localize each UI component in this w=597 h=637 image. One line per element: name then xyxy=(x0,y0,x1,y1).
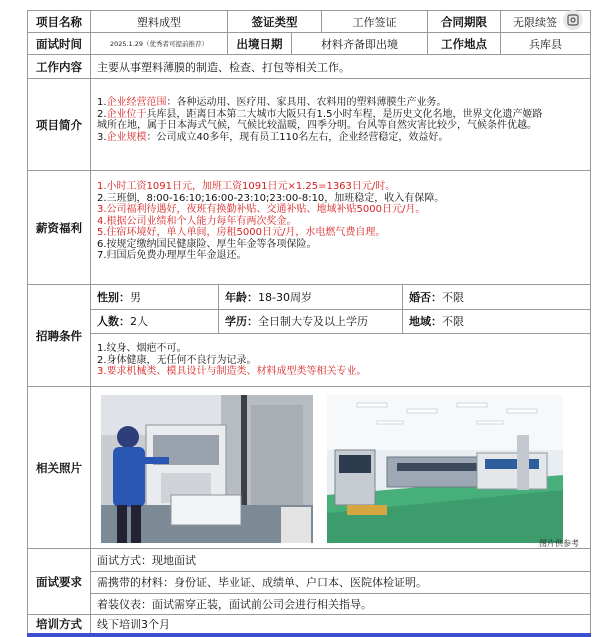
training-value: 线下培训3个月 xyxy=(91,615,591,633)
salary-line: 1.小时工资1091日元，加班工资1091日元×1.25=1363日元/时。 xyxy=(97,181,396,192)
salary-line: 2.三班倒，8:00-16:10;16:00-23:10;23:00-8:10，加班稳定，收入有保障。 xyxy=(97,192,445,204)
headcount-cell: 人数： 2人 xyxy=(91,309,219,333)
job-content-row xyxy=(27,54,591,79)
photo-caption: 图片供参考 xyxy=(539,539,579,548)
work-location-label: 工作地点 xyxy=(428,33,501,55)
header-row-2 xyxy=(27,32,591,55)
interview-method: 面试方式：现地面试 xyxy=(91,549,591,571)
departure-date-value: 材料齐备即出境 xyxy=(292,33,428,55)
marital-cell: 婚否： 不限 xyxy=(403,285,591,309)
job-posting-table xyxy=(27,10,591,632)
intro-line: 城所在地，属于日本海式气候，气候比较温暖，四季分明。台风等自然灾害比较少，气候条件优越。 xyxy=(97,120,537,131)
intro-line: 2.企业位于兵库县，距离日本第二大城市大阪只有1.5小时车程，是历史文化名地，世界文化遗产姬路 xyxy=(97,108,543,120)
requirement-note: 2.身体健康，无任何不良行为记录。 xyxy=(97,354,257,366)
requirements-label: 招聘条件 xyxy=(27,285,91,387)
job-content-text: 主要从事塑料薄膜的制造、检查、打包等相关工作。 xyxy=(91,55,591,79)
salary-row xyxy=(27,170,591,285)
departure-date-label: 出境日期 xyxy=(228,33,292,55)
salary-line: 4.根据公司业绩和个人能力每年有两次奖金。 xyxy=(97,215,297,227)
age-cell: 年龄： 18-30周岁 xyxy=(219,285,403,309)
photos-label: 相关照片 xyxy=(27,387,91,549)
project-name-label: 项目名称 xyxy=(27,11,91,33)
requirement-note: 3.要求机械类、模具设计与制造类、材料成型类等相关专业。 xyxy=(97,366,367,377)
job-content-label: 工作内容 xyxy=(27,55,91,79)
project-intro-row xyxy=(27,78,591,171)
interview-dress: 着装仪表：面试需穿正装，面试前公司会进行相关指导。 xyxy=(91,593,591,615)
training-row xyxy=(27,614,591,634)
requirements-notes xyxy=(91,333,591,387)
photos-row xyxy=(27,386,591,549)
contract-type-label: 签证类型 xyxy=(228,11,322,33)
training-label: 培训方式 xyxy=(27,615,91,633)
contract-period-value: 无限续签 xyxy=(501,11,591,33)
interview-time-value: 2025.1.29（优秀者可提前推荐） xyxy=(91,33,228,55)
contract-period-label: 合同期限 xyxy=(428,11,501,33)
requirements-row xyxy=(27,284,591,387)
interview-time-label: 面试时间 xyxy=(27,33,91,55)
requirement-note: 1.纹身、烟疤不可。 xyxy=(97,343,187,354)
salary-line: 5.住宿环境好，单人单间，房租5000日元/月，水电燃气费自理。 xyxy=(97,227,386,238)
region-cell: 地域： 不限 xyxy=(403,309,591,333)
interview-label: 面试要求 xyxy=(27,549,91,615)
contract-type-value: 工作签证 xyxy=(322,11,428,33)
education-cell: 学历： 全日制大专及以上学历 xyxy=(219,309,403,333)
intro-line: 1.企业经营范围：各种运动用、医疗用、家具用、农料用的塑料薄膜生产业务。 xyxy=(97,97,447,108)
image-search-icon[interactable] xyxy=(563,10,583,30)
interview-materials: 需携带的材料：身份证、毕业证、成绩单、户口本、医院体检证明。 xyxy=(91,571,591,593)
factory-photo-worker xyxy=(101,395,313,543)
intro-line: 3.企业规模：公司成立40多年，现有员工110名左右，企业经营稳定，效益好。 xyxy=(97,131,449,143)
salary-body xyxy=(91,171,591,285)
project-intro-body xyxy=(91,79,591,171)
interview-row xyxy=(27,548,591,615)
project-name-value: 塑料成型 xyxy=(91,11,228,33)
work-location-value: 兵库县 xyxy=(501,33,591,55)
header-row-1 xyxy=(27,10,591,33)
salary-line: 3.公司福利待遇好，夜班有换勤补贴、交通补贴、地域补贴5000日元/月。 xyxy=(97,204,426,215)
salary-label: 薪资福利 xyxy=(27,171,91,285)
salary-line: 7.归国后免费办理厚生年金退还。 xyxy=(97,250,247,261)
bottom-accent-bar xyxy=(27,633,591,637)
factory-photo-production-line xyxy=(327,395,563,543)
project-intro-label: 项目简介 xyxy=(27,79,91,171)
salary-line: 6.按规定缴纳国民健康险、厚生年金等各项保险。 xyxy=(97,238,317,250)
gender-cell: 性别： 男 xyxy=(91,285,219,309)
